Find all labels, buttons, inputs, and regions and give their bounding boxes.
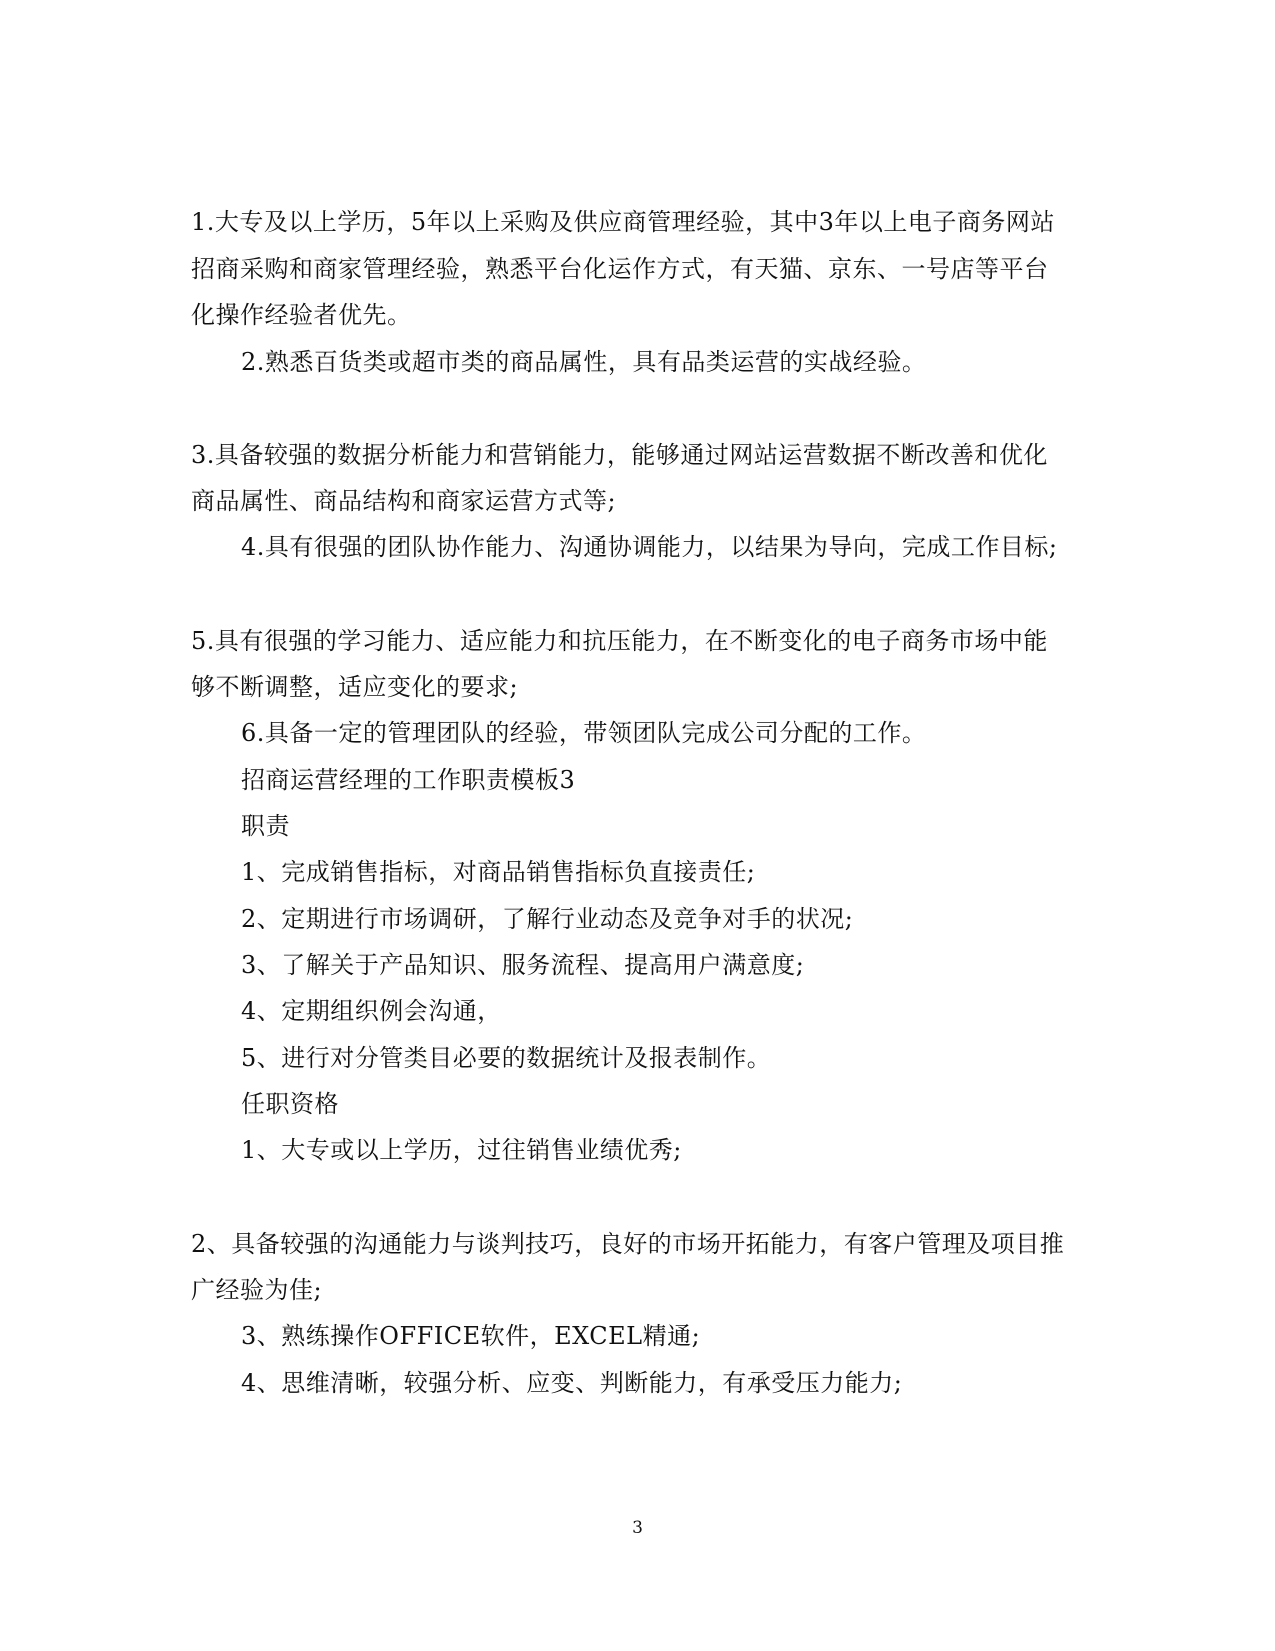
paragraph-1-line-3: 化操作经验者优先。 — [191, 301, 412, 329]
paragraph-5-line-2: 够不断调整，适应变化的要求; — [191, 673, 519, 701]
qualifications-heading: 任职资格 — [241, 1090, 339, 1118]
responsibility-item-1: 1、完成销售指标，对商品销售指标负直接责任; — [241, 858, 756, 886]
qualification-item-3: 3、熟练操作OFFICE软件，EXCEL精通; — [241, 1322, 701, 1350]
section-title: 招商运营经理的工作职责模板3 — [241, 766, 576, 794]
paragraph-3-line-1: 3.具备较强的数据分析能力和营销能力，能够通过网站运营数据不断改善和优化 — [191, 441, 1048, 469]
paragraph-6: 6.具备一定的管理团队的经验，带领团队完成公司分配的工作。 — [241, 719, 927, 747]
responsibility-item-2: 2、定期进行市场调研，了解行业动态及竞争对手的状况; — [241, 905, 854, 933]
qualification-item-4: 4、思维清晰，较强分析、应变、判断能力，有承受压力能力; — [241, 1369, 903, 1397]
responsibility-item-5: 5、进行对分管类目必要的数据统计及报表制作。 — [241, 1044, 772, 1072]
qualification-item-2-line-1: 2、具备较强的沟通能力与谈判技巧，良好的市场开拓能力，有客户管理及项目推 — [191, 1230, 1065, 1258]
paragraph-1-line-2: 招商采购和商家管理经验，熟悉平台化运作方式，有天猫、京东、一号店等平台 — [191, 255, 1049, 283]
paragraph-3-line-2: 商品属性、商品结构和商家运营方式等; — [191, 487, 617, 515]
page-number: 3 — [632, 1518, 643, 1538]
paragraph-1-line-1: 1.大专及以上学历，5年以上采购及供应商管理经验，其中3年以上电子商务网站 — [191, 208, 1055, 236]
qualification-item-2-line-2: 广经验为佳; — [191, 1276, 323, 1304]
paragraph-2: 2.熟悉百货类或超市类的商品属性，具有品类运营的实战经验。 — [241, 348, 927, 376]
paragraph-4: 4.具有很强的团队协作能力、沟通协调能力，以结果为导向，完成工作目标; — [241, 533, 1058, 561]
responsibility-item-4: 4、定期组织例会沟通， — [241, 997, 502, 1025]
responsibilities-heading: 职责 — [241, 812, 290, 840]
responsibility-item-3: 3、了解关于产品知识、服务流程、提高用户满意度; — [241, 951, 805, 979]
qualification-item-1: 1、大专或以上学历，过往销售业绩优秀; — [241, 1136, 682, 1164]
paragraph-5-line-1: 5.具有很强的学习能力、适应能力和抗压能力，在不断变化的电子商务市场中能 — [191, 627, 1048, 655]
